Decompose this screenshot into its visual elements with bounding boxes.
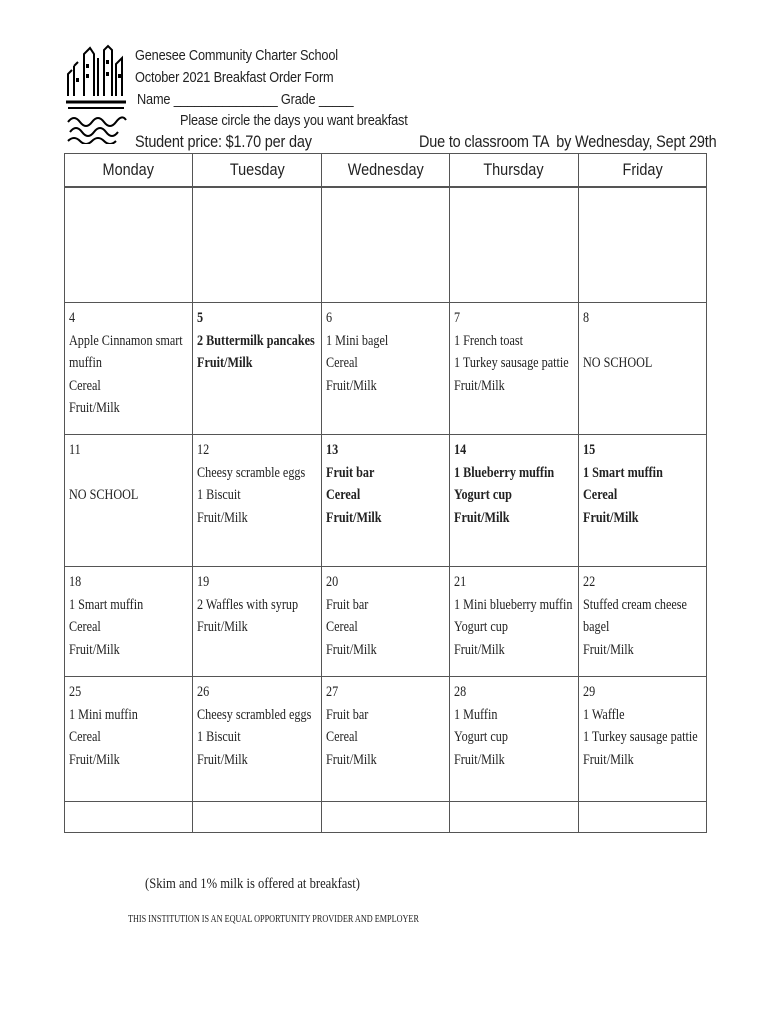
menu-item: NO SCHOOL <box>582 355 652 371</box>
menu-item: Fruit/Milk <box>69 751 120 768</box>
menu-item: NO SCHOOL <box>69 487 139 503</box>
menu-item: Fruit/Milk <box>197 509 249 526</box>
menu-item: 1 Muffin <box>454 706 498 723</box>
menu-item: Fruit/Milk <box>69 641 120 658</box>
menu-item: 1 Waffle <box>582 706 625 723</box>
menu-item: 2 Buttermilk pancakes <box>197 332 316 349</box>
week-row <box>65 677 707 802</box>
day-number: 26 <box>197 684 210 700</box>
menu-item: Fruit/Milk <box>69 400 120 416</box>
week-row <box>65 435 707 567</box>
day-cell[interactable] <box>578 567 706 677</box>
day-cell[interactable] <box>65 435 193 567</box>
day-cell[interactable] <box>321 802 449 833</box>
menu-item: Fruit/Milk <box>582 509 639 526</box>
day-number: 11 <box>69 442 81 458</box>
menu-item: Cereal <box>325 729 358 745</box>
week-row <box>65 187 707 303</box>
day-cell[interactable] <box>321 435 449 567</box>
day-cell[interactable] <box>65 303 193 435</box>
menu-item: 1 Smart muffin <box>582 464 663 481</box>
day-cell[interactable] <box>450 677 578 802</box>
day-number: 27 <box>325 684 338 700</box>
day-cell[interactable] <box>578 435 706 567</box>
day-cell[interactable] <box>450 187 578 303</box>
week-row <box>65 802 707 833</box>
day-number: 25 <box>69 684 82 700</box>
menu-item: Cereal <box>325 619 358 635</box>
day-cell[interactable] <box>193 677 321 802</box>
menu-item: 1 Turkey sausage pattie <box>454 355 569 371</box>
day-number: 12 <box>197 442 210 458</box>
day-cell[interactable] <box>450 567 578 677</box>
day-cell[interactable] <box>65 802 193 833</box>
equal-opportunity-statement: THIS INSTITUTION IS AN EQUAL OPPORTUNITY PROVIDER AND EMPLOYER <box>128 914 419 925</box>
day-number: 29 <box>582 684 595 700</box>
day-number: 6 <box>325 310 332 326</box>
weekday-header: Tuesday <box>193 154 321 188</box>
day-number: 7 <box>454 310 461 326</box>
menu-item: Fruit bar <box>325 596 369 613</box>
due-date: Due to classroom TA by Wednesday, Sept 29th <box>419 132 717 151</box>
menu-item: 1 Turkey sausage pattie <box>582 729 698 745</box>
menu-item: Fruit/Milk <box>454 641 505 658</box>
day-number: 28 <box>454 684 467 700</box>
menu-item: Yogurt cup <box>454 729 509 745</box>
day-number: 13 <box>325 442 338 458</box>
day-number: 21 <box>454 574 467 590</box>
menu-item: 2 Waffles with syrup <box>197 596 299 613</box>
breakfast-calendar <box>64 153 707 833</box>
weekday-header: Monday <box>65 154 193 188</box>
menu-item: Cereal <box>69 619 101 635</box>
day-cell[interactable] <box>65 187 193 303</box>
menu-item: 1 Mini muffin <box>69 706 138 723</box>
school-logo-icon <box>64 44 128 144</box>
form-title: October 2021 Breakfast Order Form <box>135 69 334 86</box>
week-row <box>65 567 707 677</box>
menu-item: 1 Blueberry muffin <box>454 464 555 481</box>
menu-item: Fruit/Milk <box>325 641 377 658</box>
day-cell[interactable] <box>193 567 321 677</box>
menu-item: 1 Mini bagel <box>325 332 389 349</box>
day-number: 22 <box>582 574 595 590</box>
day-number: 14 <box>454 442 467 458</box>
weekday-header: Thursday <box>450 154 578 188</box>
menu-item: Fruit/Milk <box>454 509 510 526</box>
menu-item: Cereal <box>69 729 101 745</box>
day-cell[interactable] <box>450 802 578 833</box>
menu-item: Cheesy scrambled eggs <box>197 706 312 723</box>
day-number: 15 <box>582 442 595 458</box>
menu-item: Apple Cinnamon smart muffin <box>69 332 183 371</box>
day-cell[interactable] <box>193 303 321 435</box>
day-cell[interactable] <box>321 567 449 677</box>
menu-item: Fruit/Milk <box>325 751 377 768</box>
menu-item: Cereal <box>69 377 101 394</box>
milk-note: (Skim and 1% milk is offered at breakfast) <box>145 876 360 892</box>
day-cell[interactable] <box>65 677 193 802</box>
menu-item: Cereal <box>325 487 361 503</box>
menu-item: Cereal <box>582 487 617 503</box>
menu-item <box>583 330 707 353</box>
menu-item: Cheesy scramble eggs <box>197 464 306 481</box>
menu-item: Fruit/Milk <box>325 377 377 394</box>
menu-item: Fruit/Milk <box>197 751 249 768</box>
menu-item <box>69 462 193 485</box>
day-cell[interactable] <box>578 187 706 303</box>
name-grade-line[interactable]: Name _______________ Grade _____ <box>137 91 354 108</box>
menu-item: Fruit/Milk <box>582 751 634 768</box>
day-cell[interactable] <box>65 567 193 677</box>
menu-item: Fruit/Milk <box>325 509 382 526</box>
day-cell[interactable] <box>450 435 578 567</box>
menu-item: Fruit bar <box>325 464 375 481</box>
day-number: 19 <box>197 574 210 590</box>
menu-item: 1 Biscuit <box>197 487 242 503</box>
day-number: 4 <box>69 310 76 326</box>
day-cell[interactable] <box>578 677 706 802</box>
menu-item: 1 Mini blueberry muffin <box>454 596 573 613</box>
menu-item: 1 French toast <box>454 332 524 349</box>
day-cell[interactable] <box>321 303 449 435</box>
school-name: Genesee Community Charter School <box>135 47 338 64</box>
menu-item: Fruit bar <box>325 706 369 723</box>
day-cell[interactable] <box>578 303 706 435</box>
menu-item: Cereal <box>325 355 358 371</box>
instruction-text: Please circle the days you want breakfast <box>180 112 408 129</box>
student-price: Student price: $1.70 per day <box>135 132 312 151</box>
menu-item: Fruit/Milk <box>582 641 634 658</box>
day-cell[interactable] <box>193 187 321 303</box>
day-cell[interactable] <box>193 802 321 833</box>
day-cell[interactable] <box>321 677 449 802</box>
day-cell[interactable] <box>321 187 449 303</box>
day-number: 18 <box>69 574 82 590</box>
day-cell[interactable] <box>578 802 706 833</box>
menu-item: 1 Biscuit <box>197 729 242 745</box>
week-row <box>65 303 707 435</box>
day-cell[interactable] <box>450 303 578 435</box>
day-number: 20 <box>325 574 338 590</box>
menu-item: Fruit/Milk <box>197 355 253 371</box>
menu-item: Yogurt cup <box>454 619 509 635</box>
weekday-header: Wednesday <box>321 154 449 188</box>
weekday-header: Friday <box>578 154 706 188</box>
menu-item: Stuffed cream cheese bagel <box>582 596 687 635</box>
menu-item: 1 Smart muffin <box>69 596 144 613</box>
menu-item: Fruit/Milk <box>197 619 249 635</box>
menu-item: Fruit/Milk <box>454 751 505 768</box>
menu-item: Yogurt cup <box>454 487 513 503</box>
day-cell[interactable] <box>193 435 321 567</box>
weekday-header-row <box>65 154 707 188</box>
day-number: 5 <box>197 310 204 326</box>
menu-item: Fruit/Milk <box>454 377 505 394</box>
day-number: 8 <box>582 310 589 326</box>
